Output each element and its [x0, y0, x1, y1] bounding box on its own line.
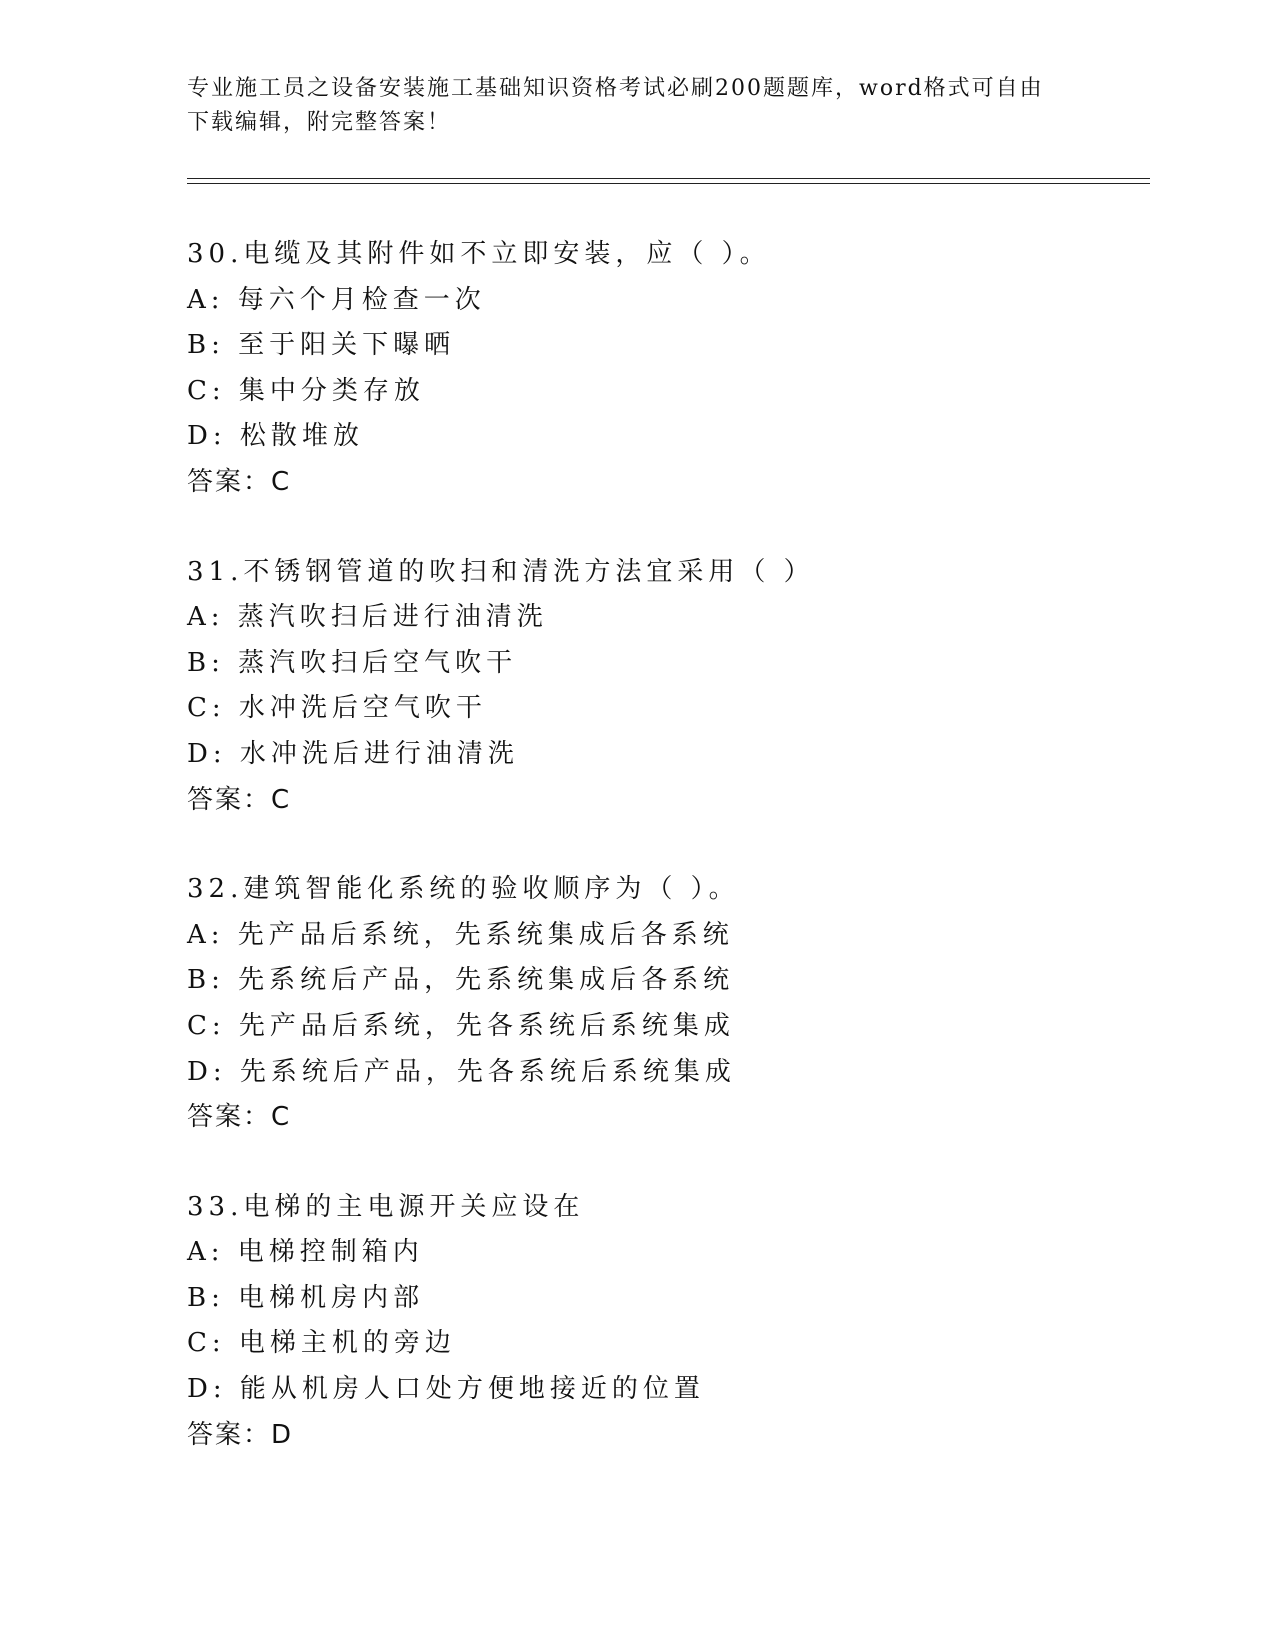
option-c: C: 水冲洗后空气吹干 [187, 693, 487, 724]
question-stem: 30.电缆及其附件如不立即安装，应（ ）。 [187, 239, 771, 269]
option-d: D: 能从机房人口处方便地接近的位置 [187, 1374, 705, 1405]
question-30 [187, 232, 1147, 506]
option-d: D: 先系统后产品，先各系统后系统集成 [187, 1056, 736, 1087]
answer-line: 答案：C [187, 466, 292, 497]
question-32 [187, 867, 1147, 1141]
question-stem: 33.电梯的主电源开关应设在 [187, 1191, 585, 1222]
document-header [187, 72, 1067, 140]
question-list [187, 232, 1147, 1502]
header-line-1: 专业施工员之设备安装施工基础知识资格考试必刷200题题库，word格式可自由 [187, 76, 1044, 101]
option-c: C: 先产品后系统，先各系统后系统集成 [187, 1010, 735, 1041]
option-a: A: 电梯控制箱内 [187, 1237, 424, 1268]
answer-line: 答案：D [187, 1419, 294, 1450]
question-stem: 31.不锈钢管道的吹扫和清洗方法宜采用（ ） [187, 556, 815, 587]
answer-line: 答案：C [187, 784, 292, 815]
option-b: B: 至于阳关下曝晒 [187, 330, 456, 361]
header-divider-bottom [187, 183, 1150, 184]
option-a: A: 先产品后系统，先系统集成后各系统 [187, 919, 734, 950]
option-a: A: 每六个月检查一次 [187, 284, 486, 315]
question-33 [187, 1185, 1147, 1459]
option-c: C: 电梯主机的旁边 [187, 1328, 456, 1359]
option-b: B: 蒸汽吹扫后空气吹干 [187, 647, 518, 678]
header-line-2: 下载编辑，附完整答案！ [187, 110, 452, 135]
option-d: D: 松散堆放 [187, 421, 364, 452]
header-divider-top [187, 178, 1150, 179]
question-stem: 32.建筑智能化系统的验收顺序为（ ）。 [187, 874, 740, 905]
question-31 [187, 550, 1147, 824]
option-b: B: 先系统后产品，先系统集成后各系统 [187, 965, 735, 996]
option-b: B: 电梯机房内部 [187, 1282, 425, 1313]
option-c: C: 集中分类存放 [187, 375, 425, 406]
option-d: D: 水冲洗后进行油清洗 [187, 738, 519, 769]
answer-line: 答案：C [187, 1102, 292, 1133]
option-a: A: 蒸汽吹扫后进行油清洗 [187, 602, 548, 633]
